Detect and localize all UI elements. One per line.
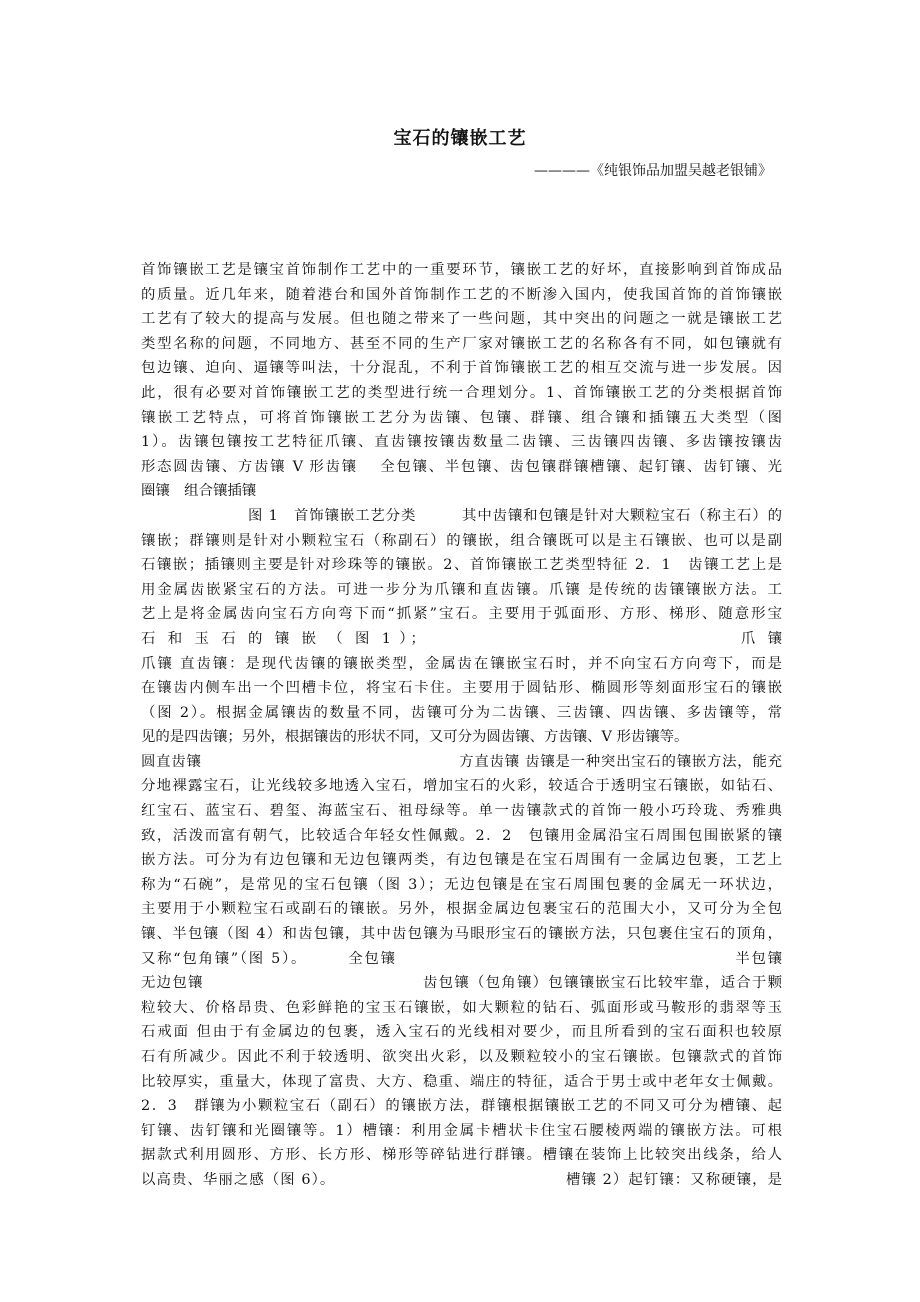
body-text (141, 258, 782, 1193)
text-line: 红宝石、蓝宝石、碧玺、海蓝宝石、祖母绿等。单一齿镶款式的首饰一般小巧玲珑、秀雅典 (141, 803, 782, 820)
text-line: 分地裸露宝石，让光线较多地透入宝石，增加宝石的火彩，较适合于透明宝石镶嵌，如钻石、 (141, 778, 782, 795)
text-line: 首饰镶嵌工艺是镶宝首饰制作工艺中的一重要环节，镶嵌工艺的好坏，直接影响到首饰成品 (141, 262, 782, 278)
text-line: 工艺有了较大的提高与发展。但也随之带来了一些问题，其中突出的问题之一就是镶嵌工艺 (141, 311, 782, 328)
text-line: 称为“石碗”，是常见的宝石包镶（图 3）；无边包镶是在宝石周围包裹的金属无一环状边， (141, 876, 782, 893)
text-line: 2．3 群镶为小颗粒宝石（副石）的镶嵌方法，群镶根据镶嵌工艺的不同又可分为槽镶、起 (141, 1098, 782, 1115)
text-line: 爪镶 直齿镶：是现代齿镶的镶嵌类型，金属齿在镶嵌宝石时，并不向宝石方向弯下，而是 (141, 655, 782, 672)
text-line: 在镶齿内侧车出一个凹槽卡位，将宝石卡住。主要用于圆钻形、椭圆形等刻面形宝石的镶嵌 (141, 680, 782, 697)
text-line: 致，活泼而富有朝气，比较适合年轻女性佩戴。2．2 包镶用金属沿宝石周围包围嵌紧的镶 (141, 827, 782, 844)
text-line: 石镶嵌；插镶则主要是针对珍珠等的镶嵌。2、首饰镶嵌工艺类型特征 2．1 齿镶工艺上是 (141, 557, 782, 574)
text-line: 嵌方法。可分为有边包镶和无边包镶两类，有边包镶是在宝石周围有一金属边包裹，工艺上 (141, 852, 782, 869)
document-subtitle: ————《纯银饰品加盟吴越老银铺》 (534, 163, 772, 179)
text-line: 圈镶 组合镶插镶 (141, 483, 257, 500)
document-title: 宝石的镶嵌工艺 (393, 128, 527, 149)
text-line: 包边镶、迫向、逼镶等叫法，十分混乱，不利于首饰镶嵌工艺的相互交流与进一步发展。因 (141, 360, 782, 377)
text-line: 主要用于小颗粒宝石或副石的镶嵌。另外，根据金属边包裹宝石的范围大小，又可分为全包 (141, 901, 782, 918)
text-line: 镶嵌工艺特点，可将首饰镶嵌工艺分为齿镶、包镶、群镶、组合镶和插镶五大类型（图 (141, 409, 782, 426)
text-line: 图 1 首饰镶嵌工艺分类 其中齿镶和包镶是针对大颗粒宝石（称主石）的 (141, 507, 782, 524)
text-line: 艺上是将金属齿向宝石方向弯下而“抓紧”宝石。主要用于弧面形、方形、梯形、随意形宝 (141, 606, 782, 623)
text-line: 又称“包角镶”（图 5）。 全包镶 半包镶 (141, 950, 782, 967)
text-line: 比较厚实，重量大，体现了富贵、大方、稳重、端庄的特征，适合于男士或中老年女士佩戴。 (141, 1073, 782, 1090)
text-line: 石戒面 但由于有金属边的包裹，透入宝石的光线相对要少，而且所看到的宝石面积也较原 (141, 1024, 782, 1041)
text-line: 用金属齿嵌紧宝石的方法。可进一步分为爪镶和直齿镶。爪镶 是传统的齿镶镶嵌方法。工 (141, 581, 782, 598)
text-line: 1）。齿镶包镶按工艺特征爪镶、直齿镶按镶齿数量二齿镶、三齿镶四齿镶、多齿镶按镶齿 (141, 434, 782, 451)
text-line: 据款式利用圆形、方形、长方形、梯形等碎钻进行群镶。槽镶在装饰上比较突出线条，给人 (141, 1147, 782, 1164)
text-line: 石 和 玉 石 的 镶 嵌 （ 图 1 ）； 爪 镶 (141, 630, 782, 647)
text-line: 无边包镶 齿包镶（包角镶）包镶镶嵌宝石比较牢靠，适合于颗 (141, 975, 782, 992)
text-line: 石有所减少。因此不利于较透明、欲突出火彩，以及颗粒较小的宝石镶嵌。包镶款式的首饰 (141, 1049, 782, 1065)
text-line: 形态圆齿镶、方齿镶 V 形齿镶 全包镶、半包镶、齿包镶群镶槽镶、起钉镶、齿钉镶、光 (141, 458, 782, 475)
text-line: 以高贵、华丽之感（图 6）。 槽镶 2）起钉镶：又称硬镶，是 (141, 1171, 782, 1188)
text-line: 类型名称的问题，不同地方、甚至不同的生产厂家对镶嵌工艺的名称各有不同，如包镶就有 (141, 335, 782, 352)
text-line: 镶、半包镶（图 4）和齿包镶，其中齿包镶为马眼形宝石的镶嵌方法，只包裹住宝石的顶角， (141, 926, 782, 943)
text-line: 的质量。近几年来，随着港台和国外首饰制作工艺的不断渗入国内，使我国首饰的首饰镶嵌 (141, 286, 782, 303)
text-line: （图 2）。根据金属镶齿的数量不同，齿镶可分为二齿镶、三齿镶、四齿镶、多齿镶等，常 (141, 704, 782, 721)
text-line: 镶嵌；群镶则是针对小颗粒宝石（称副石）的镶嵌，组合镶既可以是主石镶嵌、也可以是副 (141, 532, 782, 549)
text-line: 粒较大、价格昂贵、色彩鲜艳的宝玉石镶嵌，如大颗粒的钻石、弧面形或马鞍形的翡翠等玉 (141, 999, 782, 1016)
text-line: 此，很有必要对首饰镶嵌工艺的类型进行统一合理划分。1、首饰镶嵌工艺的分类根据首饰 (141, 384, 782, 401)
text-line: 圆直齿镶 方直齿镶 齿镶是一种突出宝石的镶嵌方法，能充 (141, 753, 782, 770)
text-line: 见的是四齿镶；另外，根据镶齿的形状不同，又可分为圆齿镶、方齿镶、V 形齿镶等。 (141, 729, 689, 746)
text-line: 钉镶、齿钉镶和光圈镶等。1）槽镶：利用金属卡槽状卡住宝石腰棱两端的镶嵌方法。可根 (141, 1122, 782, 1139)
